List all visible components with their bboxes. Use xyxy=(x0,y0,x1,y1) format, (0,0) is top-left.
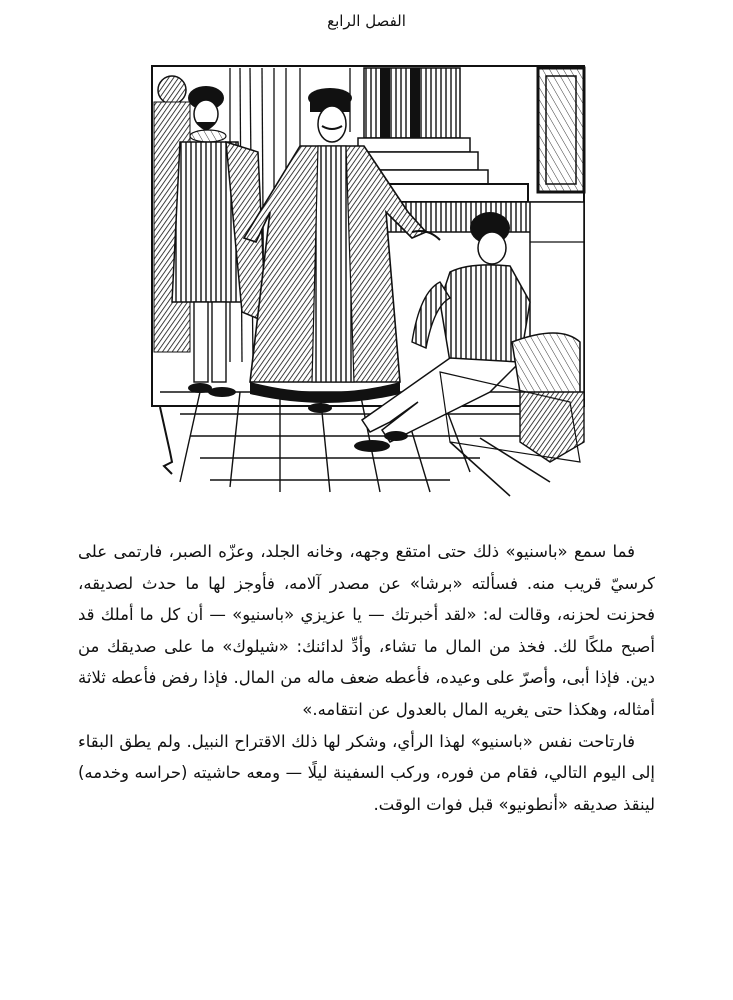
paragraph-2: فارتاحت نفس «باسنيو» لهذا الرأي، وشكر لها ذلك الاقتراح النبيل. ولم يطق البقاء إلى اليوم التالي، فقام من فوره، وركب السفينة ليلًا — ومعه حاشيته (حراسه وخدمه) لينقذ صديقه «أنطونيو» قبل فوات الوقت. xyxy=(78,731,655,814)
chapter-title: الفصل الرابع xyxy=(327,12,406,30)
body-text xyxy=(78,536,655,820)
engraving-illustration xyxy=(150,62,590,498)
paragraph-1: فما سمع «باسنيو» ذلك حتى امتقع وجهه، وخانه الجلد، وعزّه الصبر، فارتمى على كرسيّ قريب منه. فسألته «برشا» عن مصدر آلامه، فأوجز لها ما حدث لصديقه، فحزنت لحزنه، وقالت له: «لقد أخبرتك — يا عزيزي «باسنيو» — أن كل ما أملك قد أصبح ملكًا لك. فخذ من المال ما تشاء، وأدِّ لدائنك: «شيلوك» ما على صديقك من دين. فإذا أبى، وأصرّ على وعيده، فأعطه ضعف ماله من المال. فإذا رفض فأعطه ثلاثة أمثاله، وهكذا حتى يغريه المال بالعدول عن انتقامه.» xyxy=(78,542,655,719)
